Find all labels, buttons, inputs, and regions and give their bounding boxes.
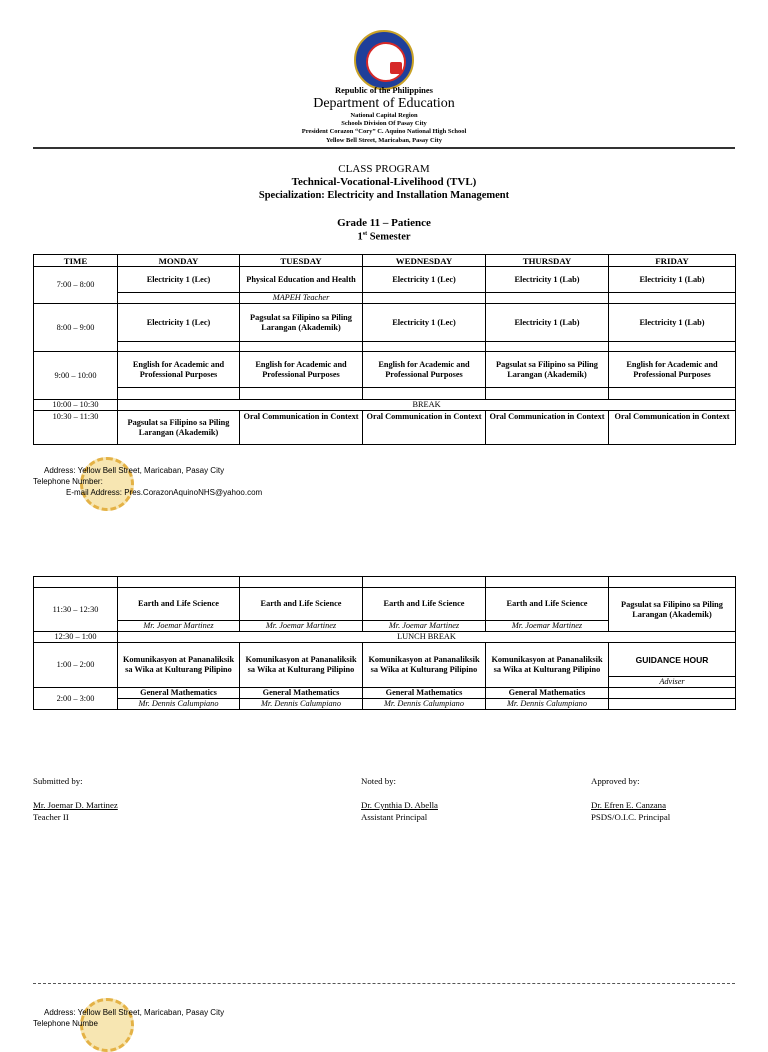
subject-cell: Physical Education and Health — [240, 267, 363, 293]
time-cell: 10:30 – 11:30 — [34, 411, 118, 445]
schedule-table-morning — [33, 254, 736, 445]
subject-cell: General Mathematics — [118, 688, 240, 699]
subject-cell: General Mathematics — [240, 688, 363, 699]
subject-cell: Pagsulat sa Filipino sa Piling Larangan (Akademik) — [240, 304, 363, 342]
subject-cell: English for Academic and Professional Purposes — [240, 352, 363, 388]
teacher-cell: Adviser — [609, 677, 736, 688]
grade-section: Grade 11 – Patience — [337, 217, 431, 229]
school-address: Yellow Bell Street, Maricaban, Pasay City — [326, 137, 442, 144]
subject-cell: Earth and Life Science — [363, 588, 486, 621]
semester-label: 1st Semester — [357, 231, 411, 243]
specialization-title: Specialization: Electricity and Installation Management — [258, 190, 510, 201]
subject-cell: Electricity 1 (Lab) — [486, 267, 609, 293]
subject-cell: Electricity 1 (Lec) — [363, 267, 486, 293]
subject-cell: Electricity 1 (Lec) — [118, 304, 240, 342]
subject-cell: Earth and Life Science — [240, 588, 363, 621]
submitted-by-title: Teacher II — [33, 812, 69, 822]
col-header-wednesday: WEDNESDAY — [363, 255, 486, 267]
subject-cell: Komunikasyon at Pananaliksik sa Wika at Kulturang Pilipino — [118, 643, 240, 688]
subject-cell: English for Academic and Professional Purposes — [609, 352, 736, 388]
teacher-cell: Mr. Dennis Calumpiano — [118, 699, 240, 710]
col-header-time: TIME — [34, 255, 118, 267]
lunch-row — [34, 632, 736, 643]
teacher-cell — [609, 388, 736, 400]
guidance-hour-cell: GUIDANCE HOUR — [609, 643, 736, 677]
deped-seal — [354, 30, 414, 90]
track-title: Technical-Vocational-Livelihood (TVL) — [291, 176, 477, 188]
col-header-monday: MONDAY — [118, 255, 240, 267]
subject-cell: Komunikasyon at Pananaliksik sa Wika at Kulturang Pilipino — [486, 643, 609, 688]
time-cell: 2:00 – 3:00 — [34, 688, 118, 710]
footer-address: Address: Yellow Bell Street, Maricaban, Pasay City — [44, 1008, 225, 1017]
subject-cell: Electricity 1 (Lab) — [609, 267, 736, 293]
subject-cell: Earth and Life Science — [118, 588, 240, 621]
approved-by-label: Approved by: — [591, 776, 640, 786]
subject-cell: English for Academic and Professional Purposes — [118, 352, 240, 388]
table-row — [34, 588, 736, 621]
schedule-table-afternoon — [33, 576, 736, 710]
submitted-by-block — [33, 775, 118, 823]
teacher-cell: MAPEH Teacher — [240, 293, 363, 304]
teacher-cell — [609, 293, 736, 304]
noted-by-name: Dr. Cynthia D. Abella — [361, 800, 438, 810]
noted-by-label: Noted by: — [361, 776, 396, 786]
subject-cell: Oral Communication in Context — [609, 411, 736, 445]
teacher-cell — [363, 293, 486, 304]
subject-cell: Pagsulat sa Filipino sa Piling Larangan (Akademik) — [609, 588, 736, 632]
subject-cell: Komunikasyon at Pananaliksik sa Wika at Kulturang Pilipino — [363, 643, 486, 688]
teacher-cell — [240, 388, 363, 400]
subject-cell — [609, 688, 736, 699]
republic-text: Republic of the Philippines — [334, 85, 433, 95]
noted-by-title: Assistant Principal — [361, 812, 428, 822]
subject-cell: Pagsulat sa Filipino sa Piling Larangan (Akademik) — [118, 411, 240, 445]
approved-by-block — [591, 775, 670, 823]
subject-cell: Electricity 1 (Lab) — [609, 304, 736, 342]
footer-address: Address: Yellow Bell Street, Maricaban, Pasay City — [44, 466, 225, 475]
teacher-cell — [609, 699, 736, 710]
teacher-cell — [118, 388, 240, 400]
table-row — [34, 267, 736, 293]
lunch-label: LUNCH BREAK — [118, 632, 736, 643]
time-cell: 7:00 – 8:00 — [34, 267, 118, 304]
footer-rule — [33, 983, 735, 984]
subject-cell: Komunikasyon at Pananaliksik sa Wika at Kulturang Pilipino — [240, 643, 363, 688]
time-cell: 8:00 – 9:00 — [34, 304, 118, 352]
teacher-cell: Mr. Dennis Calumpiano — [486, 699, 609, 710]
time-cell: 11:30 – 12:30 — [34, 588, 118, 632]
col-header-thursday: THURSDAY — [486, 255, 609, 267]
teacher-cell — [240, 342, 363, 352]
school-name: President Corazon “Cory” C. Aquino National High School — [301, 128, 467, 135]
teacher-row — [34, 293, 736, 304]
footer-telephone: Telephone Numbe — [33, 1019, 98, 1028]
teacher-cell — [486, 388, 609, 400]
subject-cell: Oral Communication in Context — [363, 411, 486, 445]
time-cell: 1:00 – 2:00 — [34, 643, 118, 688]
teacher-cell — [118, 293, 240, 304]
teacher-row — [34, 699, 736, 710]
subject-cell: English for Academic and Professional Purposes — [363, 352, 486, 388]
time-cell: 12:30 – 1:00 — [34, 632, 118, 643]
department-title: Department of Education — [313, 96, 455, 111]
header-row — [34, 255, 736, 267]
teacher-cell: Mr. Dennis Calumpiano — [240, 699, 363, 710]
submitted-by-label: Submitted by: — [33, 776, 83, 786]
subject-cell: General Mathematics — [363, 688, 486, 699]
teacher-cell — [486, 342, 609, 352]
footer-telephone: Telephone Number: — [33, 477, 103, 486]
col-header-friday: FRIDAY — [609, 255, 736, 267]
subject-cell: Electricity 1 (Lec) — [118, 267, 240, 293]
teacher-cell — [363, 388, 486, 400]
teacher-cell: Mr. Joemar Martinez — [240, 621, 363, 632]
noted-by-block — [361, 775, 438, 823]
teacher-cell — [609, 342, 736, 352]
break-row — [34, 400, 736, 411]
subject-cell: Oral Communication in Context — [240, 411, 363, 445]
subject-cell: Oral Communication in Context — [486, 411, 609, 445]
subject-cell: Electricity 1 (Lab) — [486, 304, 609, 342]
teacher-cell — [363, 342, 486, 352]
teacher-row — [34, 388, 736, 400]
table-row — [34, 688, 736, 699]
table-row — [34, 411, 736, 445]
table-row — [34, 643, 736, 677]
teacher-cell: Mr. Joemar Martinez — [363, 621, 486, 632]
time-cell: 9:00 – 10:00 — [34, 352, 118, 400]
teacher-cell — [118, 342, 240, 352]
table-row — [34, 352, 736, 388]
table-row — [34, 304, 736, 342]
subject-cell: Electricity 1 (Lec) — [363, 304, 486, 342]
division-text: Schools Division Of Pasay City — [341, 120, 427, 127]
approved-by-name: Dr. Efren E. Canzana — [591, 800, 666, 810]
class-program-title: CLASS PROGRAM — [338, 163, 430, 175]
subject-cell: Pagsulat sa Filipino sa Piling Larangan (Akademik) — [486, 352, 609, 388]
teacher-row — [34, 342, 736, 352]
subject-cell: General Mathematics — [486, 688, 609, 699]
approved-by-title: PSDS/O.I.C. Principal — [591, 812, 671, 822]
subject-cell: Earth and Life Science — [486, 588, 609, 621]
col-header-tuesday: TUESDAY — [240, 255, 363, 267]
time-cell: 10:00 – 10:30 — [34, 400, 118, 411]
region-text: National Capital Region — [350, 112, 418, 119]
teacher-cell — [486, 293, 609, 304]
empty-header-row — [34, 577, 736, 588]
submitted-by-name: Mr. Joemar D. Martinez — [33, 800, 118, 810]
footer-email: E-mail Address: Pres.CorazonAquinoNHS@yahoo.com — [66, 488, 263, 497]
teacher-cell: Mr. Dennis Calumpiano — [363, 699, 486, 710]
teacher-cell: Mr. Joemar Martinez — [118, 621, 240, 632]
teacher-cell: Mr. Joemar Martinez — [486, 621, 609, 632]
break-label: BREAK — [118, 400, 736, 411]
header-rule — [33, 147, 735, 149]
